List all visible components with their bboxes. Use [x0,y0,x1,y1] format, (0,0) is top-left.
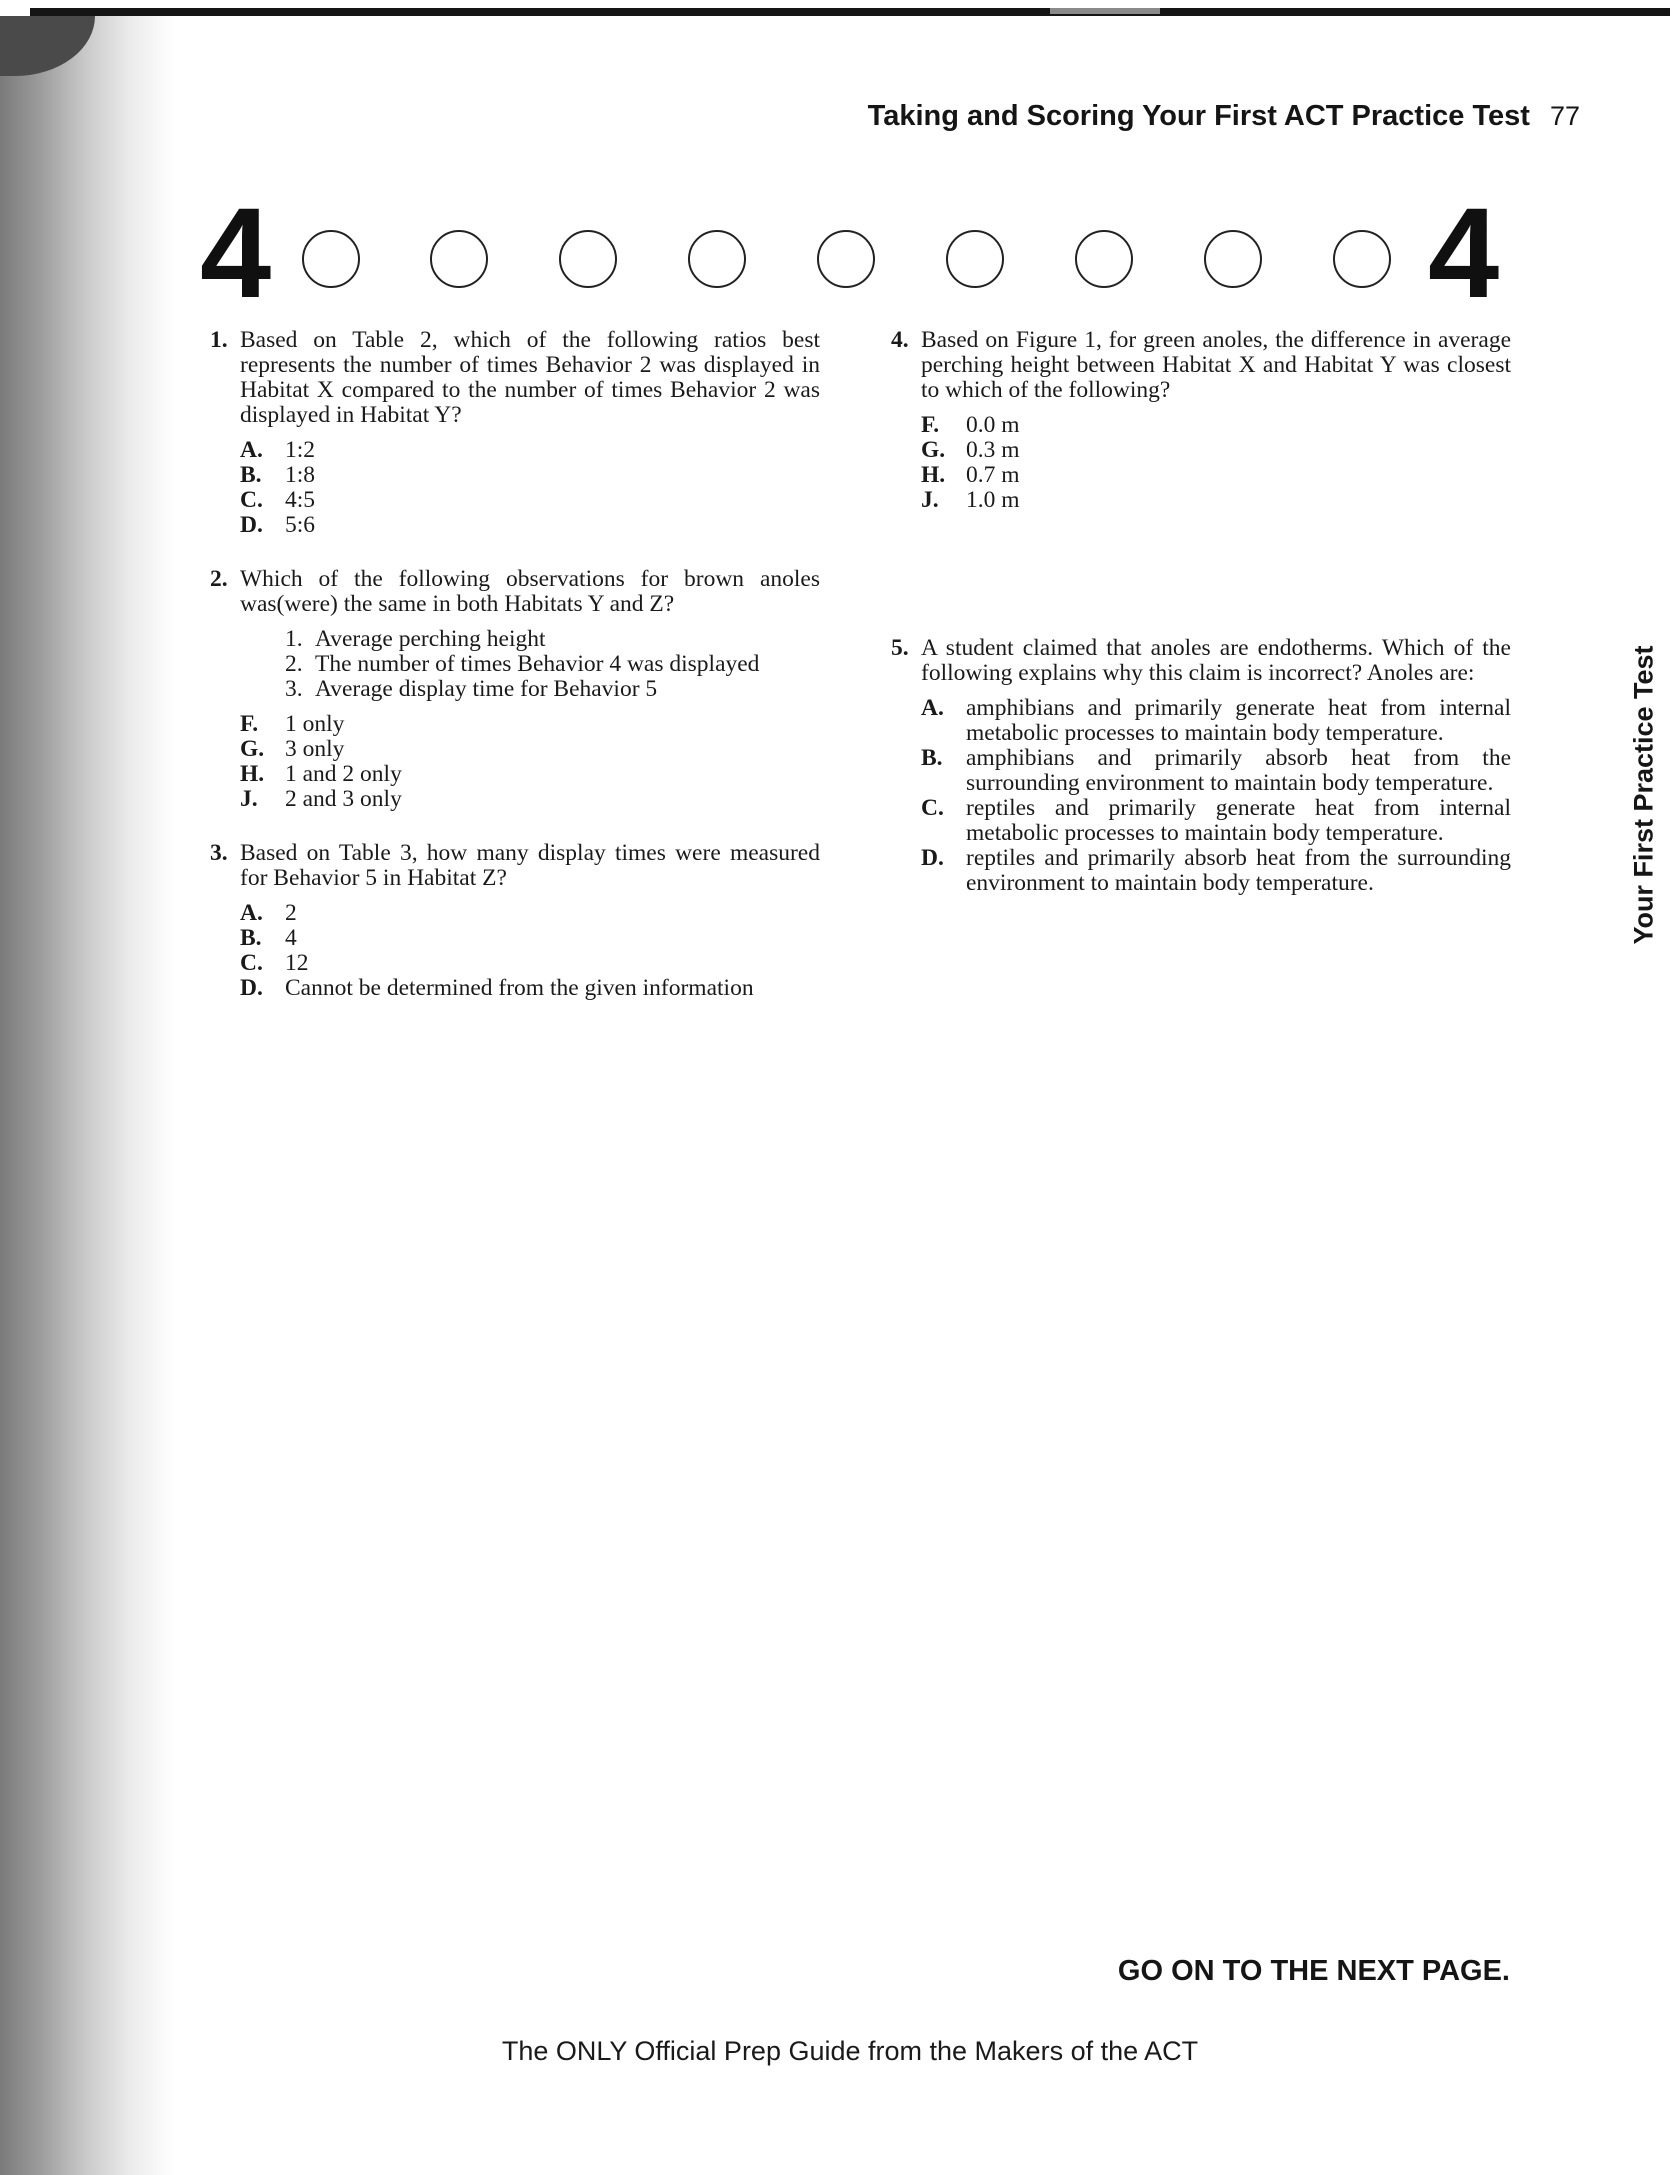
option-text: reptiles and primarily absorb heat from the surrounding environment to maintain body temperature. [966,845,1511,896]
question-number: 1. [210,327,228,353]
book-binding-shadow [0,16,175,2175]
option-text: 2 and 3 only [285,786,402,812]
option-letter: A. [240,900,263,926]
option-text: Cannot be determined from the given information [285,975,754,1001]
option-letter: A. [240,437,263,463]
question-number: 4. [891,327,909,353]
statement-number: 1. [285,626,303,652]
banner-circle [1075,230,1133,288]
option-text: 1:8 [285,462,316,488]
option-letter: J. [240,786,258,812]
page-number: 77 [1549,101,1580,131]
answer-options [240,712,820,812]
banner-circle [302,230,360,288]
statement-text: Average perching height [315,626,546,652]
question-1 [210,328,820,538]
answer-options [921,696,1511,896]
question-number: 2. [210,566,228,592]
option-letter: B. [921,745,943,771]
side-tab-label: Your First Practice Test [1628,645,1659,945]
right-column-bottom [891,636,1511,896]
answer-option[interactable] [921,696,1511,746]
answer-option[interactable] [921,463,1511,488]
answer-option[interactable] [240,951,820,976]
option-letter: B. [240,462,262,488]
option-text: 1.0 m [966,487,1020,513]
question-4 [891,328,1511,513]
answer-option[interactable] [240,787,820,812]
option-text: 0.7 m [966,462,1020,488]
answer-option[interactable] [240,438,820,463]
statement-item [285,652,820,677]
statement-text: Average display time for Behavior 5 [315,676,658,702]
answer-option[interactable] [240,737,820,762]
answer-option[interactable] [240,976,820,1001]
option-text: 5:6 [285,512,316,538]
banner-circle [817,230,875,288]
right-column-top [891,328,1511,513]
question-number: 5. [891,635,909,661]
option-text: 4:5 [285,487,316,513]
banner-circle [559,230,617,288]
option-letter: C. [921,795,944,821]
banner-circle [430,230,488,288]
running-head [860,100,1580,133]
answer-option[interactable] [240,901,820,926]
page-top-rule-gap [1050,8,1160,14]
side-tab [1620,630,1668,960]
option-letter: G. [240,736,265,762]
option-letter: D. [240,975,263,1001]
option-text: 1 only [285,711,345,737]
statement-item [285,677,820,702]
option-letter: C. [240,950,263,976]
question-number: 3. [210,840,228,866]
option-text: amphibians and primarily absorb heat from the surrounding environment to maintain body temperature. [966,745,1511,796]
answer-options [921,413,1511,513]
option-text: 4 [285,925,297,951]
statement-number: 2. [285,651,303,677]
banner-circle [946,230,1004,288]
option-letter: H. [921,462,946,488]
option-letter: D. [240,512,263,538]
option-letter: A. [921,695,944,721]
statement-list [285,627,820,702]
option-text: 1:2 [285,437,316,463]
question-stem: A student claimed that anoles are endotherms. Which of the following explains why this claim is incorrect? Anoles are: [921,635,1511,686]
question-5 [891,636,1511,896]
question-stem: Which of the following observations for brown anoles was(were) the same in both Habitats Y and Z? [240,566,820,617]
section-number-left: 4 [200,182,272,325]
answer-option[interactable] [921,796,1511,846]
answer-option[interactable] [921,846,1511,896]
answer-option[interactable] [240,513,820,538]
answer-option[interactable] [921,438,1511,463]
left-column [210,328,820,1001]
question-stem: Based on Figure 1, for green anoles, the difference in average perching height between Habitat X and Habitat Y was closest to which of the following? [921,327,1511,403]
running-head-title: Taking and Scoring Your First ACT Practice Test [867,100,1530,132]
answer-option[interactable] [921,488,1511,513]
banner-circle [1204,230,1262,288]
option-letter: D. [921,845,944,871]
banner-circle [1333,230,1391,288]
question-3 [210,841,820,1001]
answer-option[interactable] [240,712,820,737]
option-text: 0.0 m [966,412,1020,438]
go-on-notice: GO ON TO THE NEXT PAGE. [1117,1955,1510,1987]
option-letter: H. [240,761,265,787]
option-text: 0.3 m [966,437,1020,463]
option-text: 2 [285,900,297,926]
option-text: 12 [285,950,309,976]
option-text: 1 and 2 only [285,761,402,787]
page-top-rule [30,8,1670,16]
statement-number: 3. [285,676,303,702]
answer-options [240,438,820,538]
question-stem: Based on Table 3, how many display times were measured for Behavior 5 in Habitat Z? [240,840,820,891]
option-letter: B. [240,925,262,951]
option-letter: J. [921,487,939,513]
statement-text: The number of times Behavior 4 was displayed [315,651,760,677]
question-stem: Based on Table 2, which of the following ratios best represents the number of times Behavior 2 was displayed in Habitat X compared to the number of times Behavior 2 was displayed in Habitat Y? [240,327,820,428]
statement-item [285,627,820,652]
answer-option[interactable] [240,463,820,488]
answer-option[interactable] [240,762,820,787]
banner-circle [688,230,746,288]
answer-option[interactable] [921,746,1511,796]
option-letter: G. [921,437,946,463]
answer-option[interactable] [240,926,820,951]
answer-option[interactable] [240,488,820,513]
answer-option[interactable] [921,413,1511,438]
option-text: reptiles and primarily generate heat from internal metabolic processes to maintain body temperature. [966,795,1511,846]
section-number-right: 4 [1428,182,1500,325]
option-text: 3 only [285,736,345,762]
option-letter: F. [240,711,259,737]
option-letter: F. [921,412,940,438]
option-text: amphibians and primarily generate heat from internal metabolic processes to maintain body temperature. [966,695,1511,746]
question-2 [210,567,820,812]
option-letter: C. [240,487,263,513]
answer-options [240,901,820,1001]
page-footer: The ONLY Official Prep Guide from the Makers of the ACT [501,2036,1199,2066]
